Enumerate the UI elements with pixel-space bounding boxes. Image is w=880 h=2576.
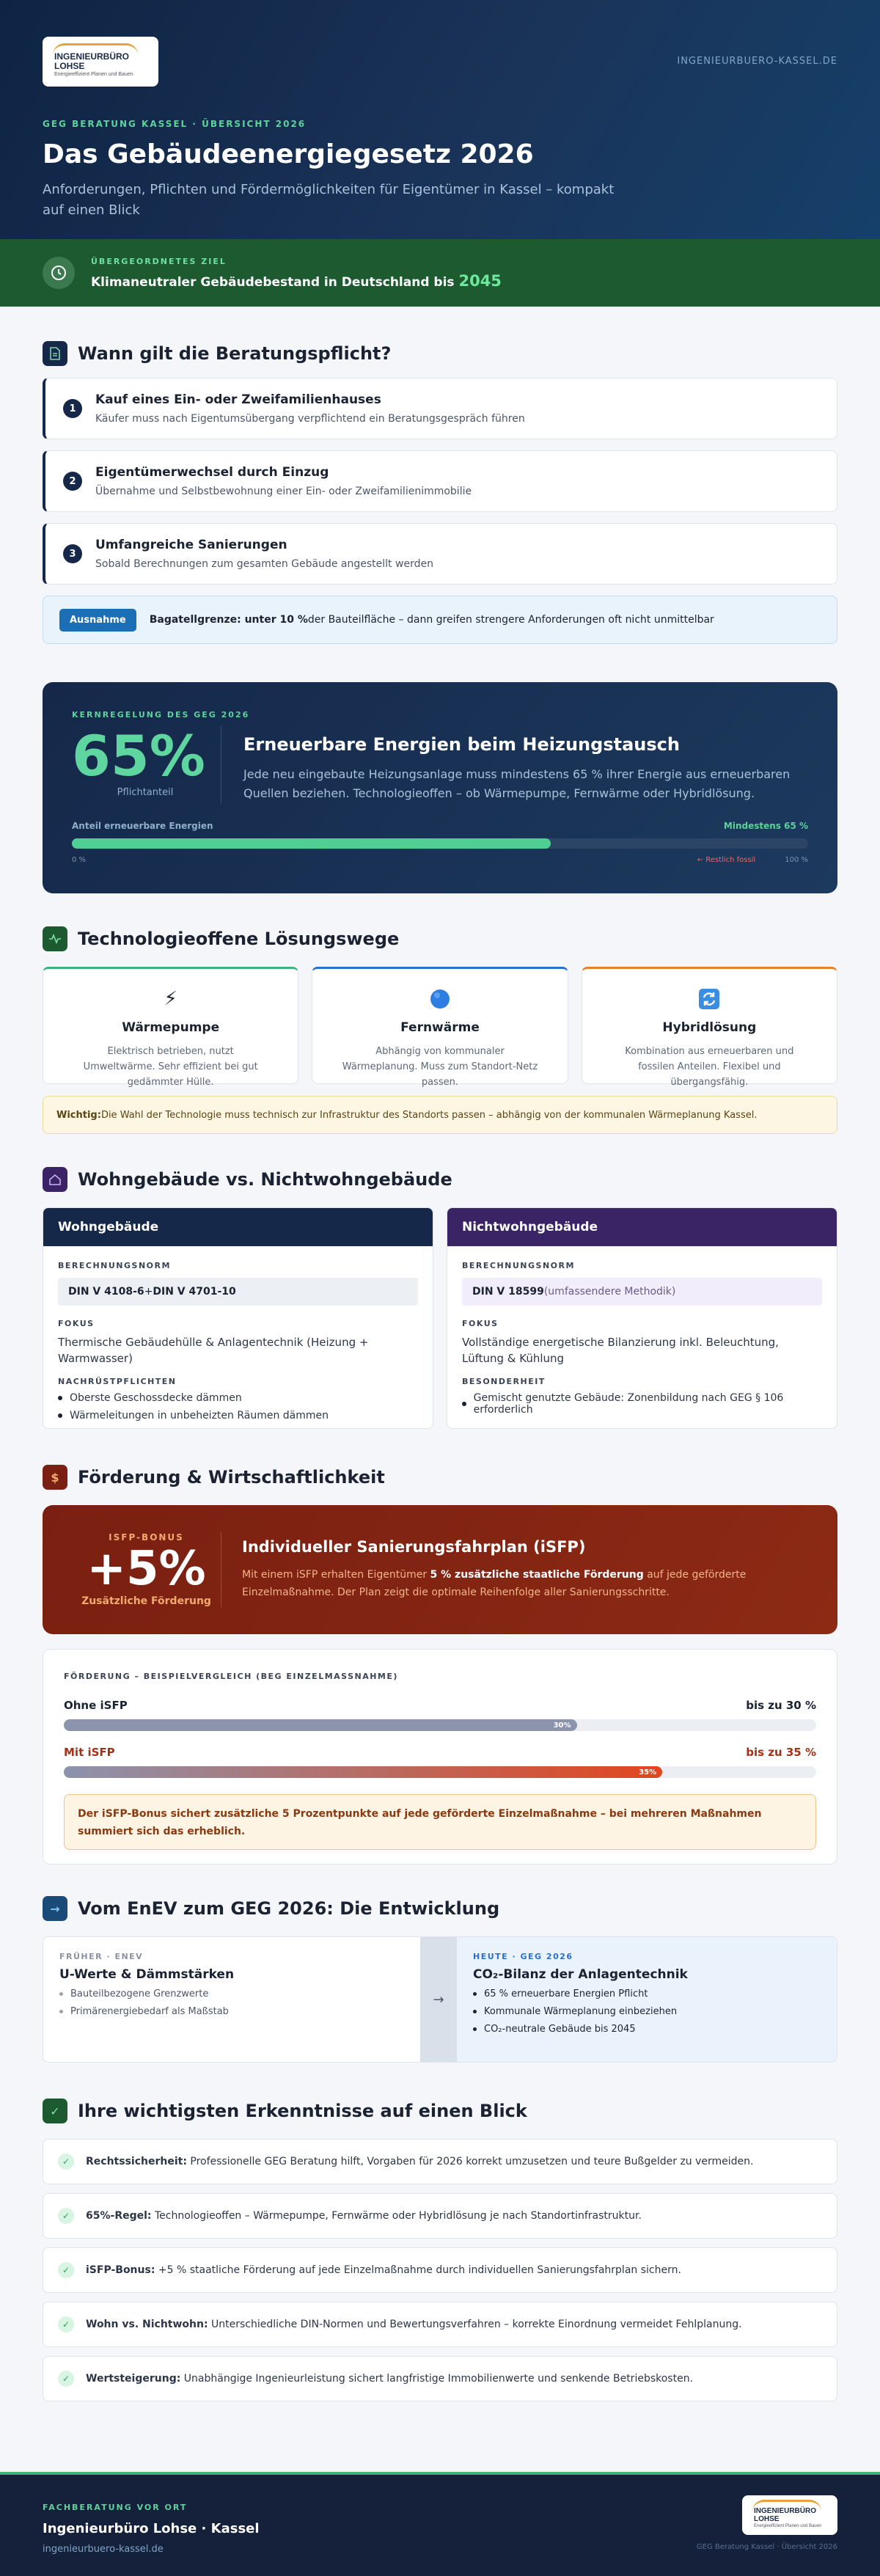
list-item: Gemischt genutzte Gebäude: Zonenbildung nach GEG § 106 erforderlich (462, 1392, 822, 1416)
isfp-desc-bold: 5 % zusätzliche staatliche Förderung (430, 1569, 644, 1581)
row-value: bis zu 30 % (746, 1699, 816, 1712)
duty-item (43, 450, 837, 512)
warning-text: Die Wahl der Technologie muss technisch zur Infrastruktur des Standorts passen – abhängig von der kommunalen Wärmeplanung Kassel. (100, 1109, 758, 1121)
norm-pill (58, 1278, 418, 1306)
scale-end: 100 % (785, 856, 808, 864)
duty-item-desc: Übernahme und Selbstbewohnung einer Ein- oder Zweifamilienimmobilie (95, 486, 472, 497)
tech-section (43, 926, 837, 1134)
funding-title: Förderung & Wirtschaftlichkeit (78, 1467, 385, 1488)
check-icon: ✓ (58, 2154, 74, 2170)
takeaway-bold: 65%-Regel: (86, 2210, 152, 2222)
norm-pill (462, 1278, 822, 1306)
takeaway-text: Unterschiedliche DIN-Normen und Bewertungsverfahren – korrekte Einordnung vermeidet Fehlplanung. (208, 2319, 742, 2330)
norm-plus: + (144, 1286, 153, 1298)
compare-title: Wohngebäude vs. Nichtwohngebäude (78, 1169, 452, 1190)
footer-name: Ingenieurbüro Lohse · Kassel (43, 2521, 260, 2536)
goal-kicker: ÜBERGEORDNETES ZIEL (91, 256, 227, 266)
footer (0, 2472, 880, 2576)
list-item: Bauteilbezogene Grenzwerte (59, 1988, 404, 1999)
past-kicker: FRÜHER · ENEV (59, 1952, 144, 1961)
funding-section (43, 1464, 837, 1865)
tech-card-hybrid (582, 967, 837, 1088)
renewable-percent-label: Pflichtanteil (117, 787, 174, 798)
tech-warning (43, 1096, 837, 1134)
exception-bold: Bagatellgrenze: unter 10 % (149, 614, 308, 626)
renewable-title: Erneuerbare Energien beim Heizungstausch (243, 734, 680, 755)
norm-a: DIN V 18599 (472, 1286, 544, 1298)
today-kicker: HEUTE · GEG 2026 (473, 1952, 573, 1961)
renewable-percent: 65% (72, 723, 205, 788)
check-icon: ✓ (58, 2316, 74, 2332)
clock-icon (43, 257, 75, 289)
bar-label: Anteil erneuerbare Energien (72, 821, 213, 831)
tech-card-heatpump (43, 967, 298, 1088)
duty-item (43, 378, 837, 439)
funding-bar-fill: 30% (64, 1719, 577, 1731)
footer-kicker: FACHBERATUNG VOR ORT (43, 2503, 188, 2512)
norm-label: BERECHNUNGSNORM (58, 1261, 171, 1270)
house-icon (43, 1167, 67, 1192)
focus-label: FOKUS (58, 1319, 95, 1328)
list-item: Kommunale Wärmeplanung einbeziehen (473, 2006, 821, 2017)
tech-card-desc: Kombination aus erneuerbaren und fossilen Anteilen. Flexibel und übergangsfähig. (625, 1046, 794, 1088)
evolution-title: Vom EnEV zum GEG 2026: Die Entwicklung (78, 1898, 500, 1919)
check-icon: ✓ (58, 2262, 74, 2278)
duty-item-desc: Sobald Berechnungen zum gesamten Gebäude angestellt werden (95, 558, 433, 570)
example-title: FÖRDERUNG – BEISPIELVERGLEICH (BEG EINZELMASSNAHME) (64, 1672, 398, 1681)
row-label: Mit iSFP (64, 1746, 115, 1759)
arrow-right-icon: → (420, 1937, 457, 2062)
tech-title: Technologieoffene Lösungswege (78, 929, 400, 949)
takeaways-section (43, 2098, 837, 2410)
takeaway-item (43, 2356, 837, 2401)
funding-bar-fill: 35% (64, 1766, 662, 1778)
tech-card-name: Fernwärme (400, 1020, 480, 1035)
activity-icon (43, 926, 67, 951)
row-label: Ohne iSFP (64, 1699, 128, 1712)
list-item: Primärenergiebedarf als Maßstab (59, 2006, 404, 2017)
isfp-kicker: ISFP-BONUS (109, 1532, 184, 1543)
renewable-bar-fill (72, 838, 551, 849)
step-number: 3 (63, 544, 82, 563)
takeaway-bold: Rechtssicherheit: (86, 2156, 187, 2167)
residential-card (43, 1207, 433, 1429)
duty-item (43, 523, 837, 585)
norm-b: DIN V 4701-10 (153, 1286, 236, 1298)
roof-icon (752, 2500, 821, 2511)
evolution-panel (43, 1936, 837, 2063)
evolution-today (457, 1937, 837, 2062)
isfp-desc-b: auf jede geförderte Einzelmaßnahme. Der Plan zeigt die optimale Reihenfolge aller Sanierungsschritte. (242, 1569, 747, 1598)
takeaways-title: Ihre wichtigsten Erkenntnisse auf einen Blick (78, 2101, 527, 2121)
nonresidential-header: Nichtwohngebäude (447, 1208, 837, 1246)
check-icon: ✓ (58, 2208, 74, 2224)
list-item: CO₂-neutrale Gebäude bis 2045 (473, 2024, 821, 2035)
duty-item-title: Kauf eines Ein- oder Zweifamilienhauses (95, 392, 381, 407)
norm-a: DIN V 4108-6 (68, 1286, 144, 1298)
logo-tagline: Energieeffizient Planen und Bauen (754, 2523, 822, 2528)
renewable-kicker: KERNREGELUNG DES GEG 2026 (72, 710, 250, 720)
logo-line1: INGENIEURBÜRO (754, 2506, 817, 2515)
header-kicker: GEG BERATUNG KASSEL · ÜBERSICHT 2026 (43, 119, 307, 129)
focus-text: Vollständige energetische Bilanzierung inkl. Beleuchtung, Lüftung & Kühlung (462, 1336, 779, 1365)
logo-line2: LOHSE (754, 2514, 780, 2523)
extra-label: BESONDERHEIT (462, 1377, 546, 1386)
check-icon: ✓ (43, 2099, 67, 2123)
takeaway-text: Unabhängige Ingenieurleistung sichert langfristige Immobilienwerte und senkende Betriebskosten. (180, 2373, 694, 2385)
footer-logo[interactable] (742, 2495, 837, 2535)
page-subtitle: Anforderungen, Pflichten und Fördermöglichkeiten für Eigentümer in Kassel – kompakt auf einen Blick (43, 182, 615, 218)
step-number: 1 (63, 399, 82, 418)
evolution-section (43, 1895, 837, 2063)
funding-bar-with (64, 1766, 816, 1778)
isfp-big-label: Zusätzliche Förderung (81, 1595, 211, 1607)
list-item: 65 % erneuerbare Energien Pflicht (473, 1988, 821, 1999)
takeaway-item (43, 2302, 837, 2347)
footer-url[interactable]: ingenieurbuero-kassel.de (43, 2544, 164, 2555)
past-title: U-Werte & Dämmstärken (59, 1967, 235, 1982)
nonresidential-card (447, 1207, 837, 1429)
goal-year: 2045 (458, 271, 502, 290)
tech-card-desc: Abhängig von kommunaler Wärmeplanung. Muss zum Standort-Netz passen. (342, 1046, 538, 1088)
focus-label: FOKUS (462, 1319, 499, 1328)
list-item: Wärmeleitungen in unbeheizten Räumen dämmen (58, 1410, 418, 1421)
tech-card-desc: Elektrisch betrieben, nutzt Umweltwärme. Sehr effizient bei gut gedämmter Hülle. (83, 1046, 258, 1088)
takeaway-item (43, 2139, 837, 2184)
isfp-desc-a: Mit einem iSFP erhalten Eigentümer (242, 1569, 430, 1581)
focus-text: Thermische Gebäudehülle & Anlagentechnik (Heizung + Warmwasser) (58, 1336, 369, 1365)
tech-card-name: Wärmepumpe (122, 1020, 220, 1035)
globe-icon (312, 988, 567, 1010)
today-title: CO₂-Bilanz der Anlagentechnik (473, 1967, 688, 1982)
document-icon (43, 341, 67, 366)
exception-box (43, 596, 837, 644)
residential-header: Wohngebäude (43, 1208, 433, 1246)
list-item: Oberste Geschossdecke dämmen (58, 1392, 418, 1404)
takeaway-bold: Wohn vs. Nichtwohn: (86, 2319, 208, 2330)
dollar-icon: $ (43, 1465, 67, 1490)
takeaway-bold: Wertsteigerung: (86, 2373, 181, 2385)
duty-title: Wann gilt die Beratungspflicht? (78, 343, 392, 364)
renewable-desc: Jede neu eingebaute Heizungsanlage muss mindestens 65 % ihrer Energie aus erneuerbaren Quellen beziehen. Technologieoffen – ob Wärmepumpe, Fernwärme oder Hybridlösung. (243, 767, 791, 800)
takeaway-text: Technologieoffen – Wärmepumpe, Fernwärme oder Hybridlösung je nach Standortinfrastruktur. (151, 2210, 642, 2222)
takeaway-item (43, 2193, 837, 2239)
norm-note: (umfassendere Methodik) (543, 1286, 676, 1298)
logo-line1: INGENIEURBÜRO (54, 51, 130, 62)
roof-icon (53, 43, 138, 55)
isfp-head: Individueller Sanierungsfahrplan (iSFP) (242, 1538, 586, 1556)
duty-item-desc: Käufer muss nach Eigentumsübergang verpflichtend ein Beratungsgespräch führen (95, 413, 525, 425)
step-number: 2 (63, 472, 82, 491)
warning-bold: Wichtig: (56, 1109, 101, 1121)
takeaway-text: Professionelle GEG Beratung hilft, Vorgaben für 2026 korrekt umzusetzen und teure Bußgelder zu vermeiden. (186, 2156, 754, 2167)
compare-section (43, 1166, 837, 1429)
duty-section (43, 340, 837, 644)
isfp-big: +5% (87, 1542, 206, 1596)
norm-label: BERECHNUNGSNORM (462, 1261, 575, 1270)
goal-text: Klimaneutraler Gebäudebestand in Deutschland bis (91, 274, 455, 290)
lightning-icon: ⚡ (164, 988, 177, 1010)
takeaway-bold: iSFP-Bonus: (86, 2264, 155, 2276)
funding-bar-without (64, 1719, 816, 1731)
isfp-card (43, 1505, 837, 1634)
goal-banner (0, 239, 880, 307)
takeaway-item (43, 2247, 837, 2293)
check-icon: ✓ (58, 2371, 74, 2387)
renewable-card (43, 682, 837, 893)
duty-item-title: Umfangreiche Sanierungen (95, 538, 287, 552)
company-logo[interactable] (43, 37, 158, 87)
funding-example (43, 1649, 837, 1865)
scale-mid: ← Restlich fossil (697, 856, 756, 864)
footer-caption: GEG Beratung Kassel · Übersicht 2026 (696, 2543, 837, 2551)
row-value: bis zu 35 % (746, 1746, 816, 1759)
cycle-icon (582, 988, 837, 1010)
bar-right-label: Mindestens 65 % (723, 821, 808, 831)
evolution-past (43, 1937, 420, 2062)
tech-card-name: Hybridlösung (662, 1020, 757, 1035)
duty-item-title: Eigentümerwechsel durch Einzug (95, 465, 329, 480)
logo-tagline: Energieeffizient Planen und Bauen (54, 71, 133, 77)
header (0, 0, 880, 239)
exception-text: der Bauteilfläche – dann greifen strengere Anforderungen oft nicht unmittelbar (307, 614, 714, 626)
scale-start: 0 % (72, 856, 87, 864)
site-link[interactable]: INGENIEURBUERO-KASSEL.DE (677, 56, 837, 67)
exception-badge: Ausnahme (59, 609, 136, 632)
page-title: Das Gebäudeenergiegesetz 2026 (43, 139, 534, 169)
takeaway-text: +5 % staatliche Förderung auf jede Einzelmaßnahme durch individuellen Sanierungsfahrplan sichern. (155, 2264, 681, 2276)
funding-note: Der iSFP-Bonus sichert zusätzliche 5 Prozentpunkte auf jede geförderte Einzelmaßnahme – bei mehreren Maßnahmen summiert sich das erheblich. (64, 1794, 816, 1850)
arrow-right-icon: → (43, 1896, 67, 1921)
logo-line2: LOHSE (54, 60, 85, 71)
extra-label: NACHRÜSTPFLICHTEN (58, 1377, 177, 1386)
tech-card-districtheat (312, 967, 568, 1088)
renewable-bar (72, 838, 808, 849)
